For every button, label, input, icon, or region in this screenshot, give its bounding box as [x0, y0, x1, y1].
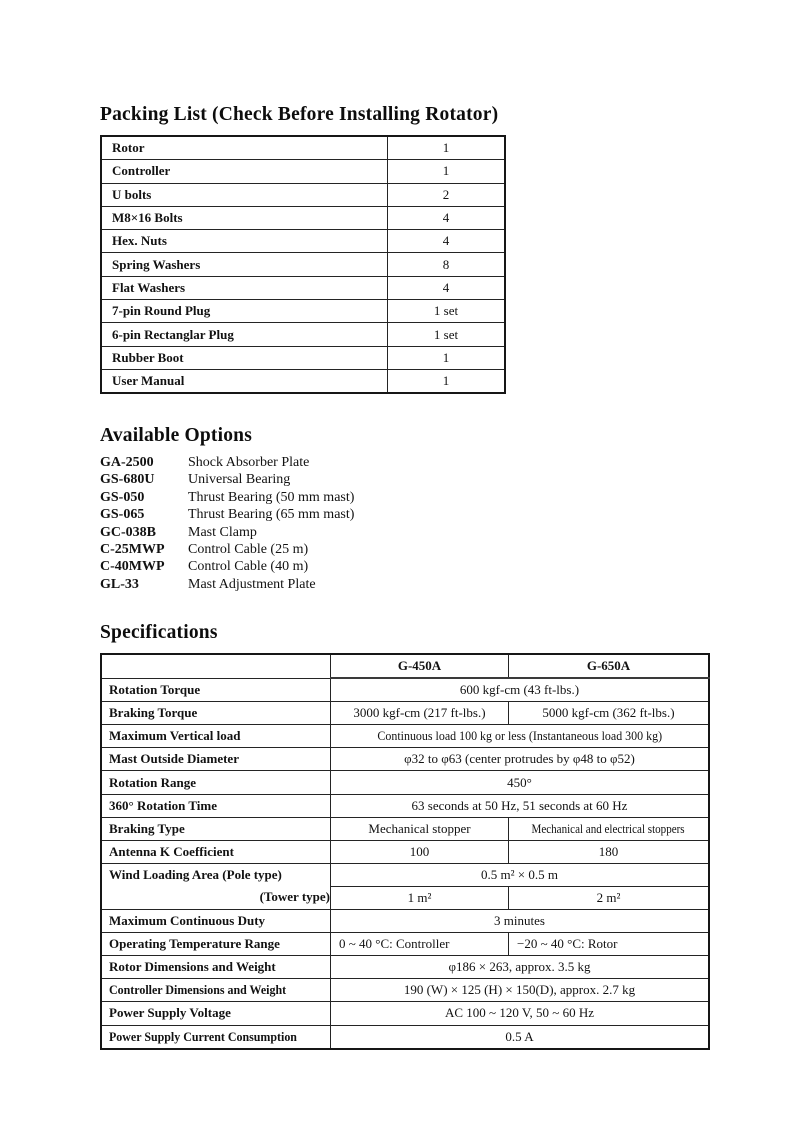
option-code: GS-065 — [100, 507, 145, 523]
spec-value: 190 (W) × 125 (H) × 150(D), approx. 2.7 kg — [331, 979, 710, 1002]
item-quantity: 4 — [388, 230, 506, 253]
spec-value-g650a: −20 ~ 40 °C: Rotor — [509, 933, 710, 956]
spec-label: Rotation Torque — [101, 678, 331, 702]
table-row — [101, 323, 505, 346]
item-name: Rubber Boot — [101, 346, 388, 369]
list-item — [100, 558, 354, 575]
spec-label-tower-type: (Tower type) — [259, 889, 330, 905]
item-name: Controller — [101, 160, 388, 183]
list-item — [100, 454, 354, 471]
column-header-g650a: G-650A — [509, 654, 710, 678]
item-name: Flat Washers — [101, 276, 388, 299]
item-name: Rotor — [101, 136, 388, 160]
spec-value-g450a: 100 — [331, 840, 509, 863]
table-row — [101, 771, 709, 794]
option-description: Control Cable (40 m) — [188, 559, 309, 575]
spec-value-g450a: 1 m² — [331, 886, 509, 909]
table-row — [101, 910, 709, 933]
packing-list-section — [100, 104, 506, 394]
table-row — [101, 206, 505, 229]
spec-label-pole-type: Wind Loading Area (Pole type) — [109, 867, 282, 883]
spec-value: AC 100 ~ 120 V, 50 ~ 60 Hz — [331, 1002, 710, 1025]
spec-value-g450a: Mechanical stopper — [331, 817, 509, 840]
table-row — [101, 300, 505, 323]
spec-value-g450a: 0 ~ 40 °C: Controller — [331, 933, 509, 956]
spec-value-text: Mechanical and electrical stoppers — [531, 820, 686, 836]
table-row — [101, 253, 505, 276]
specifications-body — [101, 654, 709, 1049]
specifications-table — [100, 653, 710, 1050]
table-row — [101, 956, 709, 979]
spec-label: Power Supply Voltage — [101, 1002, 331, 1025]
table-row — [101, 654, 709, 678]
spec-corner-cell — [101, 654, 331, 678]
item-quantity: 2 — [388, 183, 506, 206]
packing-list-table — [100, 135, 506, 394]
item-name: M8×16 Bolts — [101, 206, 388, 229]
list-item — [100, 524, 354, 541]
spec-label: Maximum Continuous Duty — [101, 910, 331, 933]
packing-list-body — [101, 136, 505, 393]
option-code: C-40MWP — [100, 559, 165, 575]
option-description: Thrust Bearing (50 mm mast) — [188, 489, 355, 505]
item-name: 7-pin Round Plug — [101, 300, 388, 323]
spec-value-text: Continuous load 100 kg or less (Instantaneous load 300 kg) — [377, 728, 662, 744]
item-quantity: 1 — [388, 160, 506, 183]
table-row — [101, 276, 505, 299]
table-row — [101, 230, 505, 253]
option-code: GS-680U — [100, 472, 155, 488]
spec-value-g650a: 5000 kgf-cm (362 ft-lbs.) — [509, 702, 710, 725]
spec-value — [331, 725, 710, 748]
table-row — [101, 794, 709, 817]
list-item — [100, 576, 354, 593]
item-quantity: 1 — [388, 346, 506, 369]
spec-label — [101, 1025, 331, 1049]
table-row — [101, 183, 505, 206]
spec-label — [101, 979, 331, 1002]
option-description: Mast Clamp — [188, 524, 257, 540]
spec-label-wind-loading — [101, 863, 331, 909]
table-row — [101, 160, 505, 183]
spec-label: Braking Torque — [101, 702, 331, 725]
list-item — [100, 506, 354, 523]
column-header-g450a: G-450A — [331, 654, 509, 678]
spec-label-text: Controller Dimensions and Weight — [109, 982, 287, 998]
spec-label-text: Power Supply Current Consumption — [109, 1028, 297, 1044]
option-description: Thrust Bearing (65 mm mast) — [188, 507, 355, 523]
table-row — [101, 678, 709, 702]
spec-value: φ32 to φ63 (center protrudes by φ48 to φ52) — [331, 748, 710, 771]
item-quantity: 1 set — [388, 300, 506, 323]
table-row — [101, 1002, 709, 1025]
item-name: 6-pin Rectanglar Plug — [101, 323, 388, 346]
spec-label: Operating Temperature Range — [101, 933, 331, 956]
packing-list-title: Packing List (Check Before Installing Rotator) — [100, 104, 499, 125]
spec-value-g650a — [509, 817, 710, 840]
item-quantity: 1 — [388, 369, 506, 393]
spec-label: Maximum Vertical load — [101, 725, 331, 748]
option-code: GA-2500 — [100, 455, 154, 470]
list-item — [100, 541, 354, 558]
spec-label: Rotation Range — [101, 771, 331, 794]
spec-value: 3 minutes — [331, 910, 710, 933]
spec-label: Braking Type — [101, 817, 331, 840]
item-name: User Manual — [101, 369, 388, 393]
item-name: U bolts — [101, 183, 388, 206]
list-item — [100, 489, 354, 506]
option-code: GL-33 — [100, 576, 139, 592]
table-row — [101, 136, 505, 160]
spec-value: 0.5 A — [331, 1025, 710, 1049]
spec-value-g450a: 3000 kgf-cm (217 ft-lbs.) — [331, 702, 509, 725]
option-description: Universal Bearing — [188, 472, 291, 488]
option-description: Shock Absorber Plate — [188, 455, 310, 470]
spec-value: 0.5 m² × 0.5 m — [331, 863, 710, 886]
table-row — [101, 1025, 709, 1049]
item-quantity: 4 — [388, 206, 506, 229]
table-row — [101, 840, 709, 863]
table-row — [101, 369, 505, 393]
item-quantity: 8 — [388, 253, 506, 276]
item-name: Spring Washers — [101, 253, 388, 276]
table-row — [101, 346, 505, 369]
option-code: C-25MWP — [100, 541, 165, 557]
item-quantity: 1 — [388, 136, 506, 160]
spec-label: Antenna K Coefficient — [101, 840, 331, 863]
spec-value: φ186 × 263, approx. 3.5 kg — [331, 956, 710, 979]
option-code: GS-050 — [100, 489, 145, 505]
spec-value: 450° — [331, 771, 710, 794]
table-row — [101, 817, 709, 840]
table-row — [101, 725, 709, 748]
table-row — [101, 979, 709, 1002]
option-description: Mast Adjustment Plate — [188, 576, 316, 592]
specifications-section — [100, 622, 710, 1050]
available-options-list — [100, 454, 354, 593]
spec-value-g650a: 180 — [509, 840, 710, 863]
item-name: Hex. Nuts — [101, 230, 388, 253]
available-options-section — [100, 425, 354, 593]
spec-value: 600 kgf-cm (43 ft-lbs.) — [331, 678, 710, 702]
table-row — [101, 702, 709, 725]
spec-label: Mast Outside Diameter — [101, 748, 331, 771]
table-row — [101, 863, 709, 886]
available-options-title: Available Options — [100, 425, 253, 446]
table-row — [101, 933, 709, 956]
item-quantity: 1 set — [388, 323, 506, 346]
spec-label: Rotor Dimensions and Weight — [101, 956, 331, 979]
table-row — [101, 748, 709, 771]
spec-value: 63 seconds at 50 Hz, 51 seconds at 60 Hz — [331, 794, 710, 817]
option-code: GC-038B — [100, 524, 156, 540]
list-item — [100, 471, 354, 488]
specifications-title: Specifications — [100, 622, 218, 643]
option-description: Control Cable (25 m) — [188, 541, 309, 557]
item-quantity: 4 — [388, 276, 506, 299]
spec-label: 360° Rotation Time — [101, 794, 331, 817]
spec-value-g650a: 2 m² — [509, 886, 710, 909]
